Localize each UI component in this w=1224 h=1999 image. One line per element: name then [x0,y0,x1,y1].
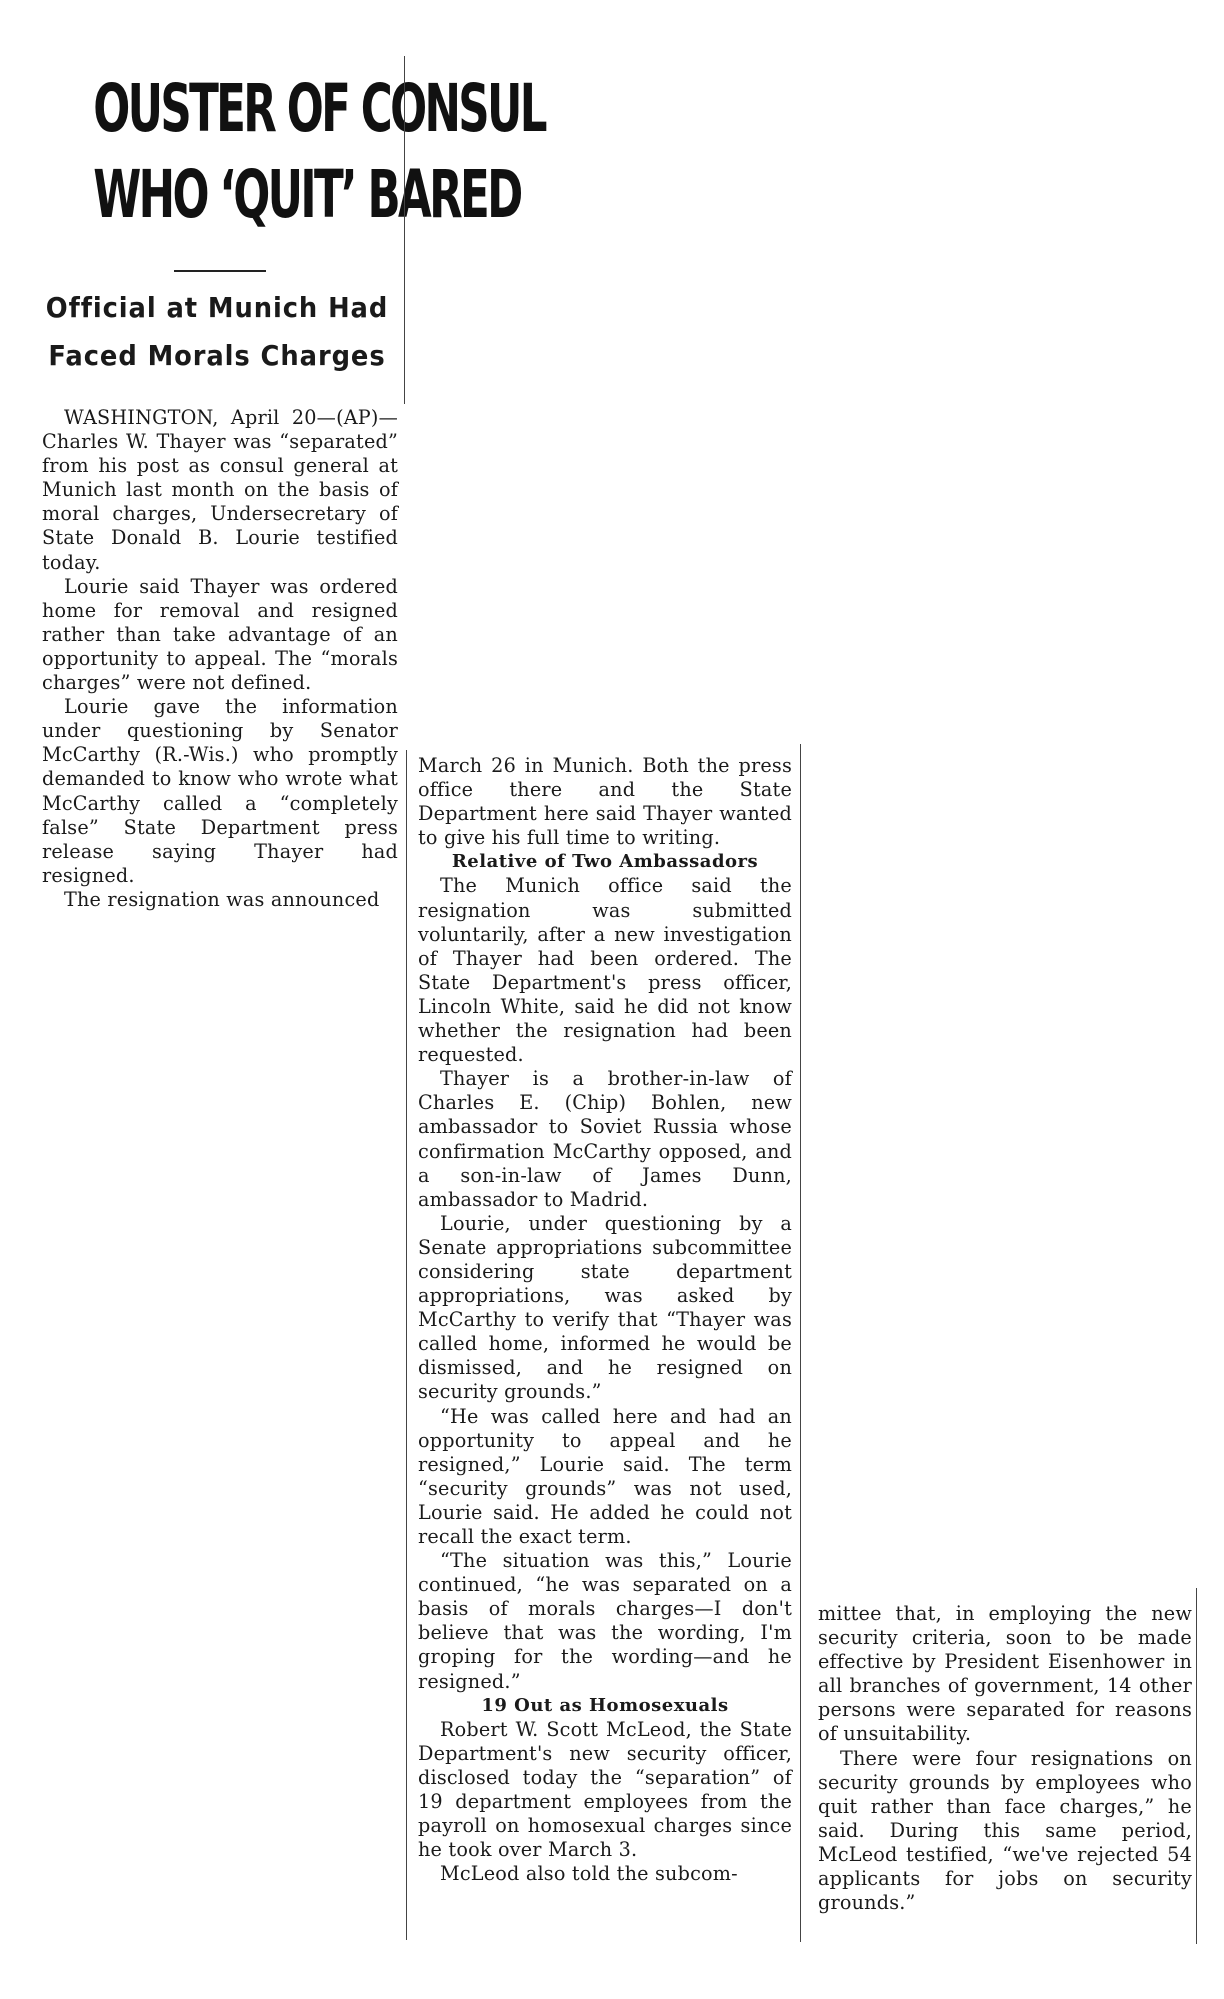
article-column-3 [818,1602,1192,1915]
column-rule-1 [406,750,407,1940]
paragraph: Lourie, under questioning by a Senate appropriations subcommittee considering state department appropriations, was asked by McCarthy to verify that “Thayer was called home, informed he would be dismissed, and he resigned on security grounds.” [418,1211,792,1404]
column-rule-2 [800,744,801,1942]
deck-line-1: Official at Munich Had [45,291,389,324]
paragraph: The Munich office said the resignation was submitted voluntarily, after a new investigation of Thayer had been ordered. The State Department's press officer, Lincoln White, said he did not know whether the resignation had been requested. [418,874,792,1067]
article-column-2 [418,754,792,1886]
headline-line-1: OUSTER OF CONSUL [93,70,545,147]
column-rule-headline [404,56,405,404]
paragraph: WASHINGTON, April 20—(AP)—Charles W. Thayer was “separated” from his post as consul general at Munich last month on the basis of moral charges, Undersecretary of State Donald B. Lourie testified today. [42,406,398,574]
paragraph: Lourie said Thayer was ordered home for removal and resigned rather than take advantage of an opportunity to appeal. The “morals charges” were not defined. [42,574,398,695]
headline-line-2: WHO ‘QUIT’ BARED [93,156,521,233]
paragraph: Robert W. Scott McLeod, the State Department's new security officer, disclosed today the “separation” of 19 department employees from the payroll on homosexual charges since he took over March 3. [418,1717,792,1862]
column-rule-3 [1196,1588,1197,1944]
paragraph: The resignation was announced [64,887,380,911]
paragraph: McLeod also told the subcom- [440,1862,738,1886]
deck-line-2: Faced Morals Charges [48,339,386,372]
paragraph: mittee that, in employing the new security criteria, soon to be made effective by President Eisenhower in all branches of government, 14 other persons were separated for reasons of unsuitability. [818,1602,1192,1746]
paragraph: March 26 in Munich. Both the press office there and the State Department here said Thayer wanted to give his full time to writing. [418,754,792,850]
headline-divider [174,270,266,272]
paragraph: “He was called here and had an opportunity to appeal and he resigned,” Lourie said. The term “security grounds” was not used, Lourie said. He added he could not recall the exact term. [418,1404,792,1548]
paragraph: There were four resignations on security grounds by employees who quit rather than face charges,” he said. During this same period, McLeod testified, “we've rejected 54 applicants for jobs on security grounds.” [818,1746,1192,1915]
article-column-1 [42,406,398,912]
subhead-relative-of-two-ambassadors: Relative of Two Ambassadors [451,851,759,873]
paragraph: “The situation was this,” Lourie continued, “he was separated on a basis of morals charges—I don't believe that was the wording, I'm groping for the wording—and he resigned.” [418,1549,792,1693]
subhead-19-out-as-homosexuals: 19 Out as Homosexuals [481,1694,729,1716]
paragraph: Lourie gave the information under questioning by Senator McCarthy (R.-Wis.) who promptly demanded to know who wrote what McCarthy called a “completely false” State Department press release saying Thayer had resigned. [42,695,398,887]
deck-subheadline [45,284,389,380]
paragraph: Thayer is a brother-in-law of Charles E. (Chip) Bohlen, new ambassador to Soviet Russia whose confirmation McCarthy opposed, and a son-in-law of James Dunn, ambassador to Madrid. [418,1067,792,1211]
headline [93,66,545,238]
